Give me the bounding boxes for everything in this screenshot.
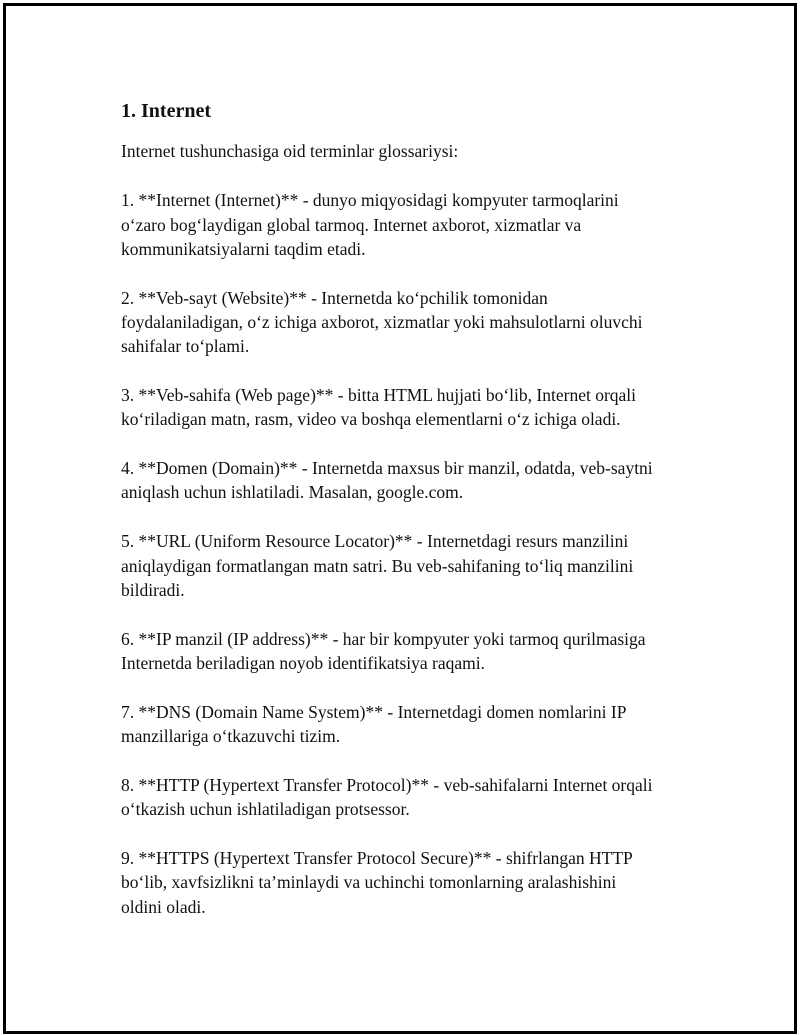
entry-line: bildiradi.	[121, 579, 185, 600]
entry-line: manzillariga o‘tkazuvchi tizim.	[121, 726, 341, 747]
entry-line: bo‘lib, xavfsizlikni ta’minlaydi va uchinchi tomonlarning aralashishini	[121, 872, 617, 893]
entry-line: 8. **HTTP (Hypertext Transfer Protocol)** - veb-sahifalarni Internet orqali	[121, 774, 653, 795]
entry-line: ko‘riladigan matn, rasm, video va boshqa elementlarni o‘z ichiga oladi.	[121, 409, 621, 430]
glossary-entry-web-page	[121, 383, 701, 432]
entry-line: aniqlaydigan formatlangan matn satri. Bu veb-sahifaning to‘liq manzilini	[121, 555, 634, 576]
glossary-entry-internet	[121, 188, 701, 261]
glossary-entry-dns	[121, 700, 701, 749]
document-heading: 1. Internet	[121, 100, 211, 122]
entry-line: Internetda beriladigan noyob identifikatsiya raqami.	[121, 652, 485, 673]
entry-line: o‘zaro bog‘laydigan global tarmoq. Internet axborot, xizmatlar va	[121, 214, 582, 235]
entry-line: foydalaniladigan, o‘z ichiga axborot, xizmatlar yoki mahsulotlarni oluvchi	[121, 311, 643, 332]
entry-line: 9. **HTTPS (Hypertext Transfer Protocol Secure)** - shifrlangan HTTP	[121, 847, 633, 868]
entry-line: 4. **Domen (Domain)** - Internetda maxsus bir manzil, odatda, veb-saytni	[121, 458, 653, 479]
glossary-entry-https	[121, 846, 701, 919]
glossary-entry-website	[121, 286, 701, 359]
glossary-intro: Internet tushunchasiga oid terminlar glossariysi:	[121, 141, 459, 161]
glossary-entry-url	[121, 529, 701, 602]
entry-line: 6. **IP manzil (IP address)** - har bir kompyuter yoki tarmoq qurilmasiga	[121, 628, 646, 649]
entry-line: 7. **DNS (Domain Name System)** - Internetdagi domen nomlarini IP	[121, 701, 627, 722]
entry-line: sahifalar to‘plami.	[121, 336, 250, 357]
entry-line: 5. **URL (Uniform Resource Locator)** - Internetdagi resurs manzilini	[121, 531, 629, 552]
entry-line: kommunikatsiyalarni taqdim etadi.	[121, 238, 366, 259]
glossary-entry-domain	[121, 456, 701, 505]
entry-line: 2. **Veb-sayt (Website)** - Internetda ko‘pchilik tomonidan	[121, 287, 548, 308]
document-body	[121, 99, 701, 943]
entry-line: aniqlash uchun ishlatiladi. Masalan, google.com.	[121, 482, 464, 503]
glossary-entry-ip-address	[121, 627, 701, 676]
entry-line: 1. **Internet (Internet)** - dunyo miqyosidagi kompyuter tarmoqlarini	[121, 190, 619, 211]
entry-line: 3. **Veb-sahifa (Web page)** - bitta HTML hujjati bo‘lib, Internet orqali	[121, 385, 637, 406]
entry-line: o‘tkazish uchun ishlatiladigan protsessor.	[121, 799, 410, 820]
entry-line: oldini oladi.	[121, 896, 206, 917]
page-frame	[3, 3, 797, 1034]
glossary-entry-http	[121, 773, 701, 822]
